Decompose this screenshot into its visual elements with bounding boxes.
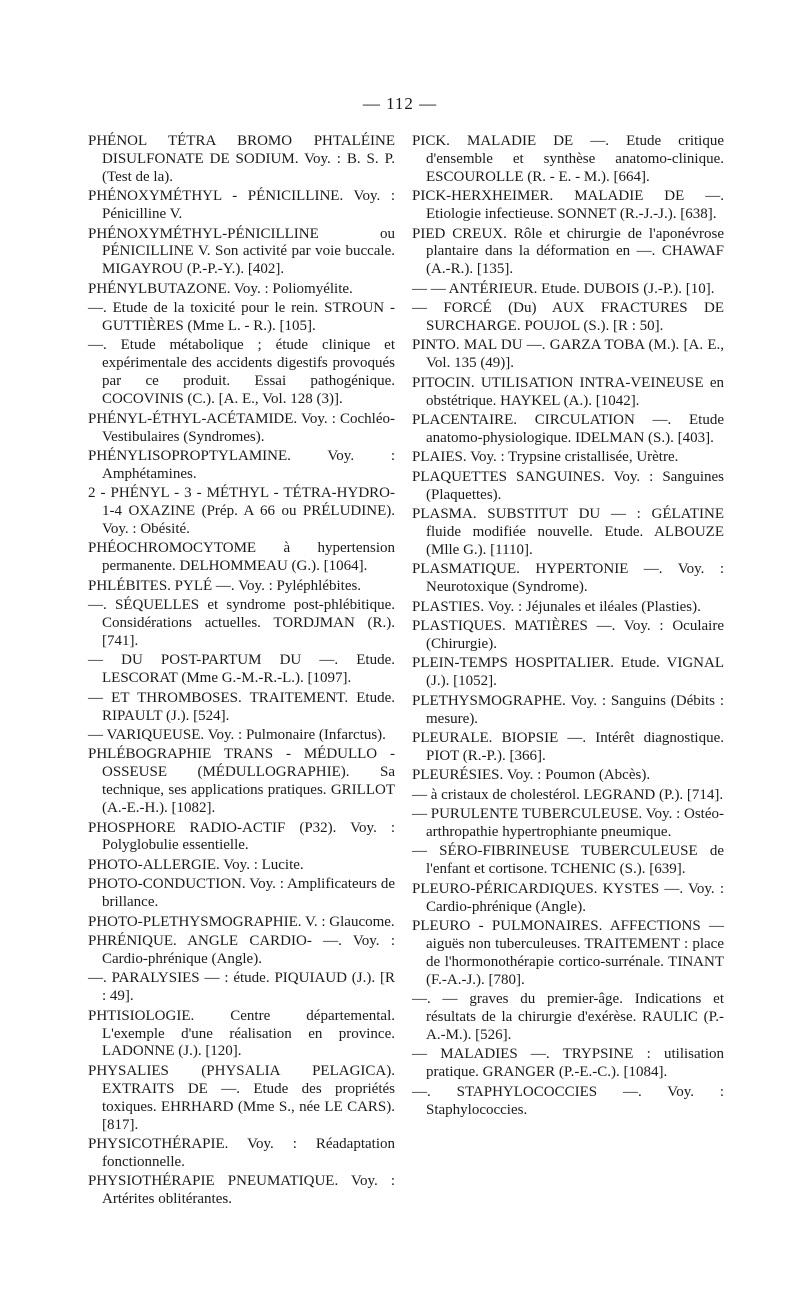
index-entry: PLEURÉSIES. Voy. : Poumon (Abcès).: [412, 767, 651, 784]
index-entry: —. Etude métabolique ; étude clinique et expérimentale des accidents digestifs provoqués par ce produit. Essai pathogénique. COCOVINIS (C.). [A. E., Vol. 128 (3)].: [88, 337, 395, 408]
index-entry: PLACENTAIRE. CIRCULATION —. Etude anatomo-physiologique. IDELMAN (S.). [403].: [412, 412, 724, 446]
index-entry: PHOTO-CONDUCTION. Voy. : Amplificateurs de brillance.: [88, 876, 395, 911]
index-entry: — DU POST-PARTUM DU —. Etude. LESCORAT (Mme G.-M.-R.-L.). [1097].: [88, 652, 395, 687]
index-entry: PHÉNOXYMÉTHYL-PÉNICILLINE ou PÉNICILLINE V. Son activité par voie buccale. MIGAYROU (P.-P.-Y.). [402].: [88, 225, 395, 278]
index-entry: —. SÉQUELLES et syndrome post-phlébitique. Considérations actuelles. TORDJMAN (R.). [741].: [88, 597, 395, 649]
index-entry: — MALADIES —. TRYPSINE : utilisation pratique. GRANGER (P.-E.-C.). [1084].: [412, 1046, 724, 1081]
index-entry: —. — graves du premier-âge. Indications et résultats de la chirurgie d'exérèse. RAULIC (P.-A.-M.). [526].: [412, 991, 724, 1043]
index-entry: PLAIES. Voy. : Trypsine cristallisée, Urètre.: [412, 449, 679, 466]
index-entry: —. Etude de la toxicité pour le rein. STROUN - GUTTIÈRES (Mme L. - R.). [105].: [88, 300, 395, 335]
left-column: [88, 133, 395, 1211]
index-entry: 2 - PHÉNYL - 3 - MÉTHYL - TÉTRA-HYDRO-1-4 OXAZINE (Prép. A 66 ou PRÉLUDINE). Voy. : Obésité.: [88, 485, 395, 538]
index-entry: PLASTIES. Voy. : Jéjunales et iléales (Plasties).: [412, 598, 701, 615]
index-entry: — — ANTÉRIEUR. Etude. DUBOIS (J.-P.). [10].: [412, 280, 715, 297]
index-entry: PIED CREUX. Rôle et chirurgie de l'aponévrose plantaire dans la déformation en —. CHAWAF (A.-R.). [135].: [412, 225, 724, 278]
index-entry: PHÉOCHROMOCYTOME à hypertension permanente. DELHOMMEAU (G.). [1064].: [88, 540, 395, 575]
index-entry: PHOTO-ALLERGIE. Voy. : Lucite.: [88, 856, 304, 873]
index-entry: PLEIN-TEMPS HOSPITALIER. Etude. VIGNAL (J.). [1052].: [412, 655, 724, 690]
index-entry: PHTISIOLOGIE. Centre départemental. L'exemple d'une réalisation en province. LADONNE (J.). [120].: [88, 1007, 395, 1060]
index-entry: PHLÉBOGRAPHIE TRANS - MÉDULLO - OSSEUSE (MÉDULLOGRAPHIE). Sa technique, ses applications pratiques. GRILLOT (A.-E.-H.). [1082].: [88, 746, 395, 817]
index-entry: PHÉNYLBUTAZONE. Voy. : Poliomyélite.: [88, 280, 353, 297]
index-entry: PICK. MALADIE DE —. Etude critique d'ensemble et synthèse anatomo-clinique. ESCOUROLLE (R. - E. - M.). [664].: [412, 133, 724, 185]
index-entry: PLEURO - PULMONAIRES. AFFECTIONS — aiguës non tuberculeuses. TRAITEMENT : place de l'hormonothérapie cortico-surrénale. TINANT (F.-A.-J.). [780].: [412, 918, 724, 988]
index-entry: —. PARALYSIES — : étude. PIQUIAUD (J.). [R : 49].: [88, 970, 395, 1005]
index-entry: — SÉRO-FIBRINEUSE TUBERCULEUSE de l'enfant et cortisone. TCHENIC (S.). [639].: [412, 843, 724, 878]
index-entry: PHOTO-PLETHYSMOGRAPHIE. V. : Glaucome.: [88, 913, 395, 930]
index-entry: PLAQUETTES SANGUINES. Voy. : Sanguines (Plaquettes).: [412, 468, 724, 503]
index-entry: PHÉNOXYMÉTHYL - PÉNICILLINE. Voy. : Pénicilline V.: [88, 188, 395, 223]
index-entry: PITOCIN. UTILISATION INTRA-VEINEUSE en obstétrique. HAYKEL (A.). [1042].: [412, 374, 724, 409]
index-entry: — FORCÉ (Du) AUX FRACTURES DE SURCHARGE. POUJOL (S.). [R : 50].: [412, 300, 724, 335]
index-entry: PHÉNYLISOPROPTYLAMINE. Voy. : Amphétamines.: [88, 447, 395, 482]
index-entry: PICK-HERXHEIMER. MALADIE DE —. Etiologie infectieuse. SONNET (R.-J.-J.). [638].: [412, 188, 724, 223]
page-number: — 112 —: [362, 94, 438, 113]
index-entry: PHYSICOTHÉRAPIE. Voy. : Réadaptation fonctionnelle.: [88, 1135, 395, 1170]
index-entry: PLEURALE. BIOPSIE —. Intérêt diagnostique. PIOT (R.-P.). [366].: [412, 730, 724, 764]
index-entry: — à cristaux de cholestérol. LEGRAND (P.). [714].: [412, 786, 724, 803]
index-entry: PHRÉNIQUE. ANGLE CARDIO- —. Voy. : Cardio-phrénique (Angle).: [88, 932, 395, 967]
index-entry: PHÉNOL TÉTRA BROMO PHTALÉINE DISULFONATE DE SODIUM. Voy. : B. S. P. (Test de la).: [88, 133, 395, 185]
index-entry: PHYSIOTHÉRAPIE PNEUMATIQUE. Voy. : Artérites oblitérantes.: [88, 1173, 395, 1208]
index-entry: PLASMA. SUBSTITUT DU — : GÉLATINE fluide modifiée nouvelle. Etude. ALBOUZE (Mlle G.). [1110].: [412, 506, 724, 558]
index-entry: PLASMATIQUE. HYPERTONIE —. Voy. : Neurotoxique (Syndrome).: [412, 561, 724, 596]
index-entry: PHYSALIES (PHYSALIA PELAGICA). EXTRAITS DE —. Etude des propriétés toxiques. EHRHARD (Mme S., née LE CARS). [817].: [88, 1062, 395, 1133]
index-entry: PLASTIQUES. MATIÈRES —. Voy. : Oculaire (Chirurgie).: [412, 618, 724, 652]
index-entry: PHLÉBITES. PYLÉ —. Voy. : Pyléphlébites.: [88, 577, 362, 594]
index-entry: PINTO. MAL DU —. GARZA TOBA (M.). [A. E., Vol. 135 (49)].: [412, 337, 724, 372]
index-entry: —. STAPHYLOCOCCIES —. Voy. : Staphylococcies.: [412, 1083, 724, 1118]
index-entry: — ET THROMBOSES. TRAITEMENT. Etude. RIPAULT (J.). [524].: [88, 689, 395, 724]
index-entry: PHOSPHORE RADIO-ACTIF (P32). Voy. : Polyglobulie essentielle.: [88, 819, 395, 854]
index-entry: PHÉNYL-ÉTHYL-ACÉTAMIDE. Voy. : Cochléo-Vestibulaires (Syndromes).: [88, 410, 395, 445]
index-entry: PLETHYSMOGRAPHE. Voy. : Sanguins (Débits : mesure).: [412, 692, 724, 727]
index-entry: PLEURO-PÉRICARDIQUES. KYSTES —. Voy. : Cardio-phrénique (Angle).: [412, 880, 724, 915]
index-entry: — PURULENTE TUBERCULEUSE. Voy. : Ostéo-arthropathie hypertrophiante pneumique.: [412, 806, 724, 841]
right-column: [412, 133, 724, 1121]
index-entry: — VARIQUEUSE. Voy. : Pulmonaire (Infarctus).: [88, 727, 386, 743]
